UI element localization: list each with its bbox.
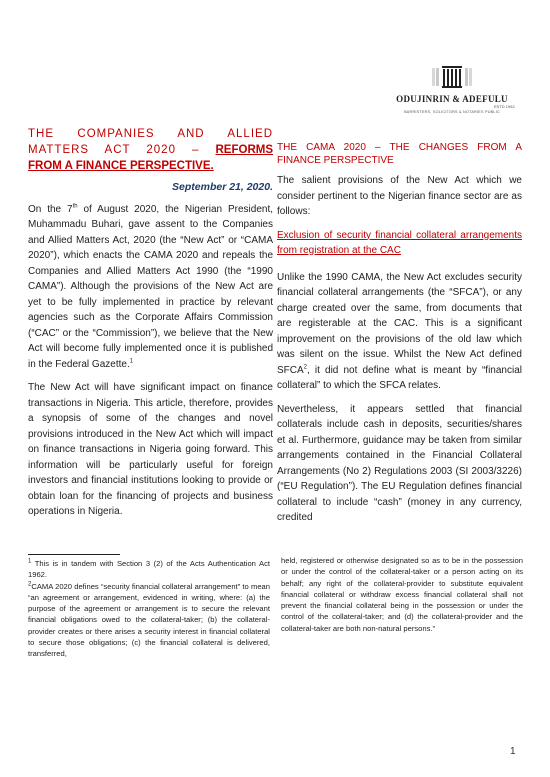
text: of August 2020, the Nigerian President, Muhammadu Buhari, gave assent to the Companies and Allied Matters Act, 2020 (the “New Act” or “CAMA 2020”), which enacts the CAMA 2020 and repeals the Companies and Allied Matters Act 1990 (the “1990 CAMA”). Although the provisions of the New Act are yet to be fully implemented in practice by relevant agencies such as the Corporate Affairs Commission (“CAC” or the “Commission”), we believe that the New Act will become fully implemented once it is published in the Federal Gazette. <box>28 203 273 370</box>
footnote-1 <box>28 558 270 581</box>
paragraph-salient: The salient provisions of the New Act which we consider pertinent to the Nigerian finance sector are as follows: <box>277 175 522 217</box>
subsection-heading: Exclusion of security financial collateral arrangements from registration at the CAC <box>277 229 522 256</box>
paragraph-impact: The New Act will have significant impact on finance transactions in Nigeria. This article, therefore, provides a synopsis of some of the changes and novel provisions introduced in the New Act which will impact on finance transactions in Nigeria going forward. This information will be particularly useful for foreign investors and financial institutions looking to provide or obtain loan for the financing of projects and business operations in Nigeria. <box>28 382 273 517</box>
footnotes-left <box>28 558 270 660</box>
firm-established: ESTD 1962 <box>494 104 515 109</box>
article-title-line2 <box>28 142 273 158</box>
footnote-2 <box>28 581 270 660</box>
columns-building-icon <box>432 64 472 92</box>
footnote-text: This is in tandem with Section 3 (2) of the Acts Authentication Act 1962. <box>28 559 270 580</box>
firm-tagline: BARRISTERS, SOLICITORS & NOTARIES PUBLIC <box>404 110 500 114</box>
article-date: September 21, 2020. <box>172 181 273 193</box>
footnote-text: CAMA 2020 defines “security financial collateral arrangement” to mean “an agreement or arrangement, evidenced in writing, where: (a) the purpose of the agreement or arrangement is to secure the relevant financial obligations owed to the collateral-taker; (b) the collateral-provider creates or there arises a security interest in financial collateral to secure those obligations; (c) the financial collateral is delivered, transferred, <box>28 581 270 659</box>
footnotes-right: held, registered or otherwise designated so as to be in the possession or under the control of the collateral-taker or a person acting on its behalf; any right of the collateral-provider to substitute equivalent financial collateral or withdraw excess financial collateral shall not prevent the financial collateral being in the possession or under the control of the collateral-taker; and (d) the collateral-provider and the collateral-taker are both non-natural persons.” <box>281 556 523 633</box>
title-part: FROM A FINANCE PERSPECTIVE. <box>28 160 214 172</box>
text: , it did not define what is meant by “financial collateral” to which the SFCA relates. <box>277 364 522 391</box>
title-part: MATTERS ACT 2020 – <box>28 144 216 156</box>
footnote-ref[interactable]: 1 <box>129 358 134 365</box>
left-column <box>28 126 273 528</box>
footnote-divider <box>28 554 120 555</box>
page-number: 1 <box>510 746 516 757</box>
article-title-line1: THE COMPANIES AND ALLIED <box>28 128 273 140</box>
right-column <box>277 141 522 534</box>
title-emphasis: REFORMS <box>215 144 273 156</box>
paragraph-intro <box>28 202 273 373</box>
footnote-ref[interactable]: 2 <box>303 364 308 371</box>
superscript: th <box>72 203 78 210</box>
paragraph-sfca <box>277 270 522 394</box>
article-title-line3 <box>28 158 273 174</box>
footnote-number: 1 <box>28 558 32 565</box>
text: Unlike the 1990 CAMA, the New Act excludes security financial collateral arrangements (the “SFCA”), or any charge created over the same, from documents that are registerable at the CAC. This is a significant improvement on the provisions of the old law which was silent on the issue. Whilst the New Act defined SFCA <box>277 271 522 376</box>
section-heading: THE CAMA 2020 – THE CHANGES FROM A FINANCE PERSPECTIVE <box>277 142 522 166</box>
text: On the 7 <box>28 203 73 215</box>
paragraph-financial-collateral: Nevertheless, it appears settled that financial collaterals include cash in deposits, securities/shares et al. Furthermore, guidance may be taken from similar arrangements contained in the Financial Collateral Arrangements (No 2) Regulations 2003 (SI 2003/3226) (“EU Regulation”). The EU Regulation defines financial collateral to include “cash” (money in any currency, credited <box>277 403 522 523</box>
footnote-number: 2 <box>28 581 32 588</box>
firm-name: ODUJINRIN & ADEFULU <box>396 94 508 104</box>
